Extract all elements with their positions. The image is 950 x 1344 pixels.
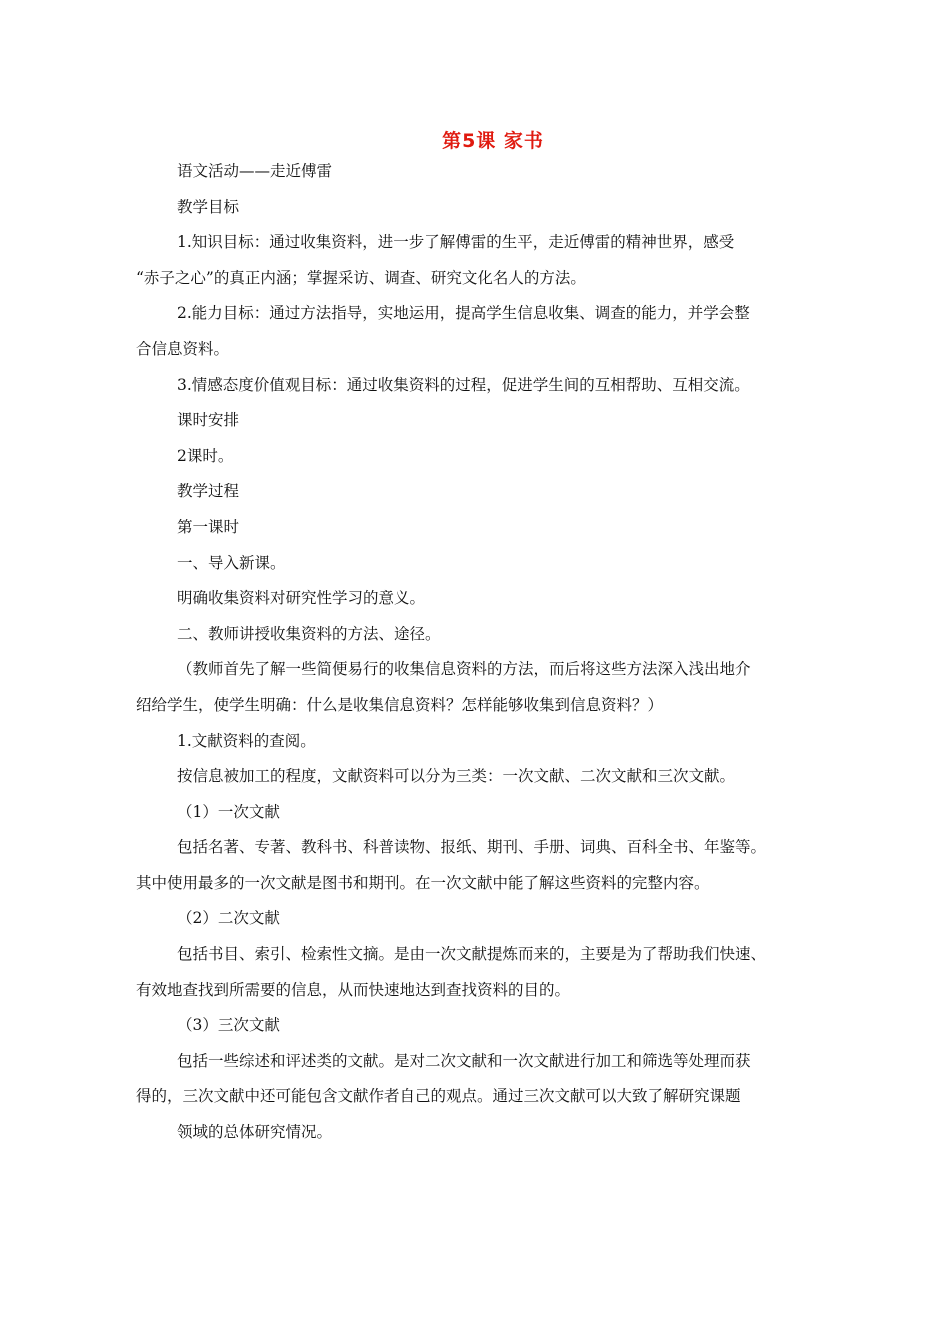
- paragraph-line: 合信息资料。: [136, 339, 230, 358]
- section-heading: 第一课时: [177, 517, 240, 536]
- section-heading: 教学目标: [177, 197, 240, 216]
- page-title: 第5课 家书: [442, 130, 544, 152]
- section-heading: （2）二次文献: [177, 909, 280, 928]
- paragraph-line: 包括名著、专著、教科书、科普读物、报纸、期刊、手册、词典、百科全书、年鉴等。: [177, 838, 767, 857]
- paragraph-line: 有效地查找到所需要的信息，从而快速地达到查找资料的目的。: [136, 980, 571, 999]
- paragraph-line: 其中使用最多的一次文献是图书和期刊。在一次文献中能了解这些资料的完整内容。: [136, 873, 710, 892]
- paragraph-line: 二、教师讲授收集资料的方法、途径。: [177, 624, 441, 643]
- section-heading: 教学过程: [177, 482, 240, 501]
- section-subtitle: 语文活动——走近傅雷: [177, 162, 333, 180]
- paragraph-line: 包括书目、索引、检索性文摘。是由一次文献提炼而来的，主要是为了帮助我们快速、: [177, 945, 767, 964]
- section-heading: （1）一次文献: [177, 802, 280, 821]
- paragraph-line: 按信息被加工的程度，文献资料可以分为三类：一次文献、二次文献和三次文献。: [177, 767, 736, 786]
- paragraph-line: （教师首先了解一些简便易行的收集信息资料的方法，而后将这些方法深入浅出地介: [177, 660, 751, 679]
- paragraph-line: 绍给学生，使学生明确：什么是收集信息资料？怎样能够收集到信息资料？）: [136, 695, 664, 714]
- document-body: [136, 154, 816, 1151]
- paragraph-line: “赤子之心”的真正内涵；掌握采访、调查、研究文化名人的方法。: [136, 268, 586, 287]
- paragraph-line: 领域的总体研究情况。: [177, 1123, 333, 1142]
- paragraph-line: 一、导入新课。: [177, 553, 286, 572]
- paragraph-line: 1.知识目标：通过收集资料，进一步了解傅雷的生平，走近傅雷的精神世界，感受: [177, 233, 735, 252]
- section-heading: （3）三次文献: [177, 1016, 280, 1035]
- paragraph-line: 得的，三次文献中还可能包含文献作者自己的观点。通过三次文献可以大致了解研究课题: [136, 1087, 741, 1106]
- paragraph-line: 2课时。: [177, 446, 234, 465]
- section-heading: 课时安排: [177, 411, 240, 430]
- paragraph-line: 包括一些综述和评述类的文献。是对二次文献和一次文献进行加工和筛选等处理而获: [177, 1051, 751, 1070]
- paragraph-line: 3.情感态度价值观目标：通过收集资料的过程，促进学生间的互相帮助、互相交流。: [177, 375, 750, 394]
- paragraph-line: 1.文献资料的查阅。: [177, 731, 316, 750]
- paragraph-line: 明确收集资料对研究性学习的意义。: [177, 589, 426, 608]
- paragraph-line: 2.能力目标：通过方法指导，实地运用，提高学生信息收集、调查的能力，并学会整: [177, 304, 750, 323]
